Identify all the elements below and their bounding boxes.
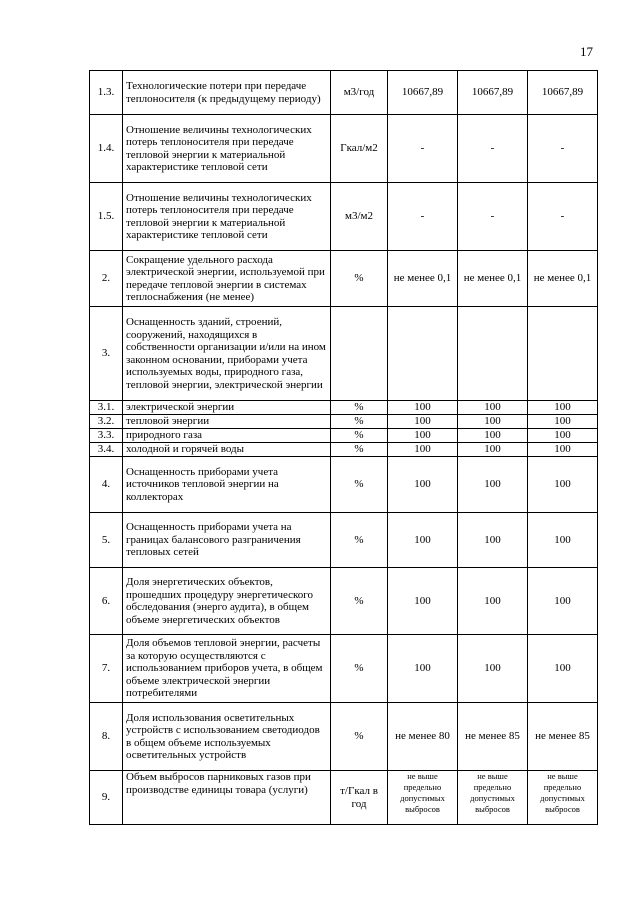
row-number: 9. xyxy=(90,771,123,825)
unit-cell: % xyxy=(331,443,388,457)
table-row xyxy=(90,115,598,183)
value-year-2: - xyxy=(458,115,528,183)
row-number: 1.3. xyxy=(90,71,123,115)
value-year-3: 100 xyxy=(528,635,598,703)
row-number: 3.1. xyxy=(90,401,123,415)
value-year-1: не менее 0,1 xyxy=(388,251,458,307)
row-number: 3.2. xyxy=(90,415,123,429)
table-row xyxy=(90,71,598,115)
indicator-name: Доля энергетических объектов, прошедших процедуру энергетического обследования (энерго аудита), в общем объеме энергетических объектов xyxy=(123,568,331,635)
table-row xyxy=(90,513,598,568)
indicator-name: тепловой энергии xyxy=(123,415,331,429)
table-row xyxy=(90,443,598,457)
table-row xyxy=(90,457,598,513)
value-year-2: 100 xyxy=(458,415,528,429)
row-number: 7. xyxy=(90,635,123,703)
value-year-3: - xyxy=(528,183,598,251)
value-year-3: 100 xyxy=(528,513,598,568)
value-year-3: 100 xyxy=(528,457,598,513)
value-year-2: 10667,89 xyxy=(458,71,528,115)
value-year-1: 100 xyxy=(388,401,458,415)
page-number: 17 xyxy=(580,44,593,59)
unit-cell: м3/м2 xyxy=(331,183,388,251)
row-number: 6. xyxy=(90,568,123,635)
value-year-1: 100 xyxy=(388,415,458,429)
value-year-2: не выше предельно допустимых выбросов xyxy=(458,771,528,825)
value-year-2 xyxy=(458,307,528,401)
value-year-1: не выше предельно допустимых выбросов xyxy=(388,771,458,825)
indicator-name: Отношение величины технологических потерь теплоносителя при передаче тепловой энергии к материальной характеристике тепловой сети xyxy=(123,183,331,251)
table-row xyxy=(90,771,598,825)
unit-cell: % xyxy=(331,457,388,513)
value-year-1: 100 xyxy=(388,635,458,703)
value-year-3: не выше предельно допустимых выбросов xyxy=(528,771,598,825)
indicator-name: Технологические потери при передаче теплоносителя (к предыдущему периоду) xyxy=(123,71,331,115)
unit-cell xyxy=(331,307,388,401)
value-year-2: 100 xyxy=(458,635,528,703)
value-year-2: 100 xyxy=(458,429,528,443)
table-row xyxy=(90,415,598,429)
indicator-name: Доля использования осветительных устройств с использованием светодиодов в общем объеме используемых осветительных устройств xyxy=(123,703,331,771)
indicator-name: электрической энергии xyxy=(123,401,331,415)
value-year-2: 100 xyxy=(458,568,528,635)
indicator-name: Доля объемов тепловой энергии, расчеты за которую осуществляются с использованием приборов учета, в общем объеме электрической энергии потребителями xyxy=(123,635,331,703)
row-number: 1.4. xyxy=(90,115,123,183)
value-year-3: 100 xyxy=(528,568,598,635)
value-year-2: не менее 0,1 xyxy=(458,251,528,307)
table-row xyxy=(90,307,598,401)
value-year-3: не менее 0,1 xyxy=(528,251,598,307)
value-year-2: не менее 85 xyxy=(458,703,528,771)
table-row xyxy=(90,429,598,443)
row-number: 5. xyxy=(90,513,123,568)
row-number: 3.4. xyxy=(90,443,123,457)
value-year-2: - xyxy=(458,183,528,251)
indicator-name: Объем выбросов парниковых газов при производстве единицы товара (услуги) xyxy=(123,771,331,825)
indicator-name: Сокращение удельного расхода электрической энергии, используемой при передаче тепловой энергии в системах теплоснабжения (не менее) xyxy=(123,251,331,307)
indicator-name: холодной и горячей воды xyxy=(123,443,331,457)
value-year-1 xyxy=(388,307,458,401)
value-year-1: 10667,89 xyxy=(388,71,458,115)
value-year-1: 100 xyxy=(388,457,458,513)
row-number: 3. xyxy=(90,307,123,401)
unit-cell: % xyxy=(331,703,388,771)
row-number: 4. xyxy=(90,457,123,513)
value-year-1: - xyxy=(388,115,458,183)
table-row xyxy=(90,703,598,771)
unit-cell: % xyxy=(331,415,388,429)
table-row xyxy=(90,251,598,307)
row-number: 8. xyxy=(90,703,123,771)
value-year-1: 100 xyxy=(388,568,458,635)
unit-cell: % xyxy=(331,513,388,568)
unit-cell: % xyxy=(331,568,388,635)
value-year-1: - xyxy=(388,183,458,251)
indicator-name: Оснащенность приборами учета на границах балансового разграничения тепловых сетей xyxy=(123,513,331,568)
row-number: 2. xyxy=(90,251,123,307)
unit-cell: % xyxy=(331,251,388,307)
table-row xyxy=(90,401,598,415)
table-row xyxy=(90,568,598,635)
value-year-3: 100 xyxy=(528,415,598,429)
unit-cell: т/Гкал в год xyxy=(331,771,388,825)
table-row xyxy=(90,183,598,251)
table-row xyxy=(90,635,598,703)
value-year-2: 100 xyxy=(458,443,528,457)
value-year-3: не менее 85 xyxy=(528,703,598,771)
indicators-table xyxy=(89,70,598,825)
value-year-3: 100 xyxy=(528,443,598,457)
value-year-3: - xyxy=(528,115,598,183)
value-year-2: 100 xyxy=(458,401,528,415)
value-year-2: 100 xyxy=(458,457,528,513)
value-year-3 xyxy=(528,307,598,401)
value-year-1: не менее 80 xyxy=(388,703,458,771)
row-number: 3.3. xyxy=(90,429,123,443)
value-year-1: 100 xyxy=(388,429,458,443)
indicator-name: Оснащенность зданий, строений, сооружений, находящихся в собственности организации и/или на ином законном основании, приборами учета используемых воды, природного газа, тепловой энергии, электрической энергии xyxy=(123,307,331,401)
row-number: 1.5. xyxy=(90,183,123,251)
unit-cell: Гкал/м2 xyxy=(331,115,388,183)
value-year-1: 100 xyxy=(388,513,458,568)
indicator-name: Отношение величины технологических потерь теплоносителя при передаче тепловой энергии к материальной характеристике тепловой сети xyxy=(123,115,331,183)
value-year-3: 10667,89 xyxy=(528,71,598,115)
unit-cell: % xyxy=(331,635,388,703)
unit-cell: % xyxy=(331,429,388,443)
indicator-name: природного газа xyxy=(123,429,331,443)
value-year-1: 100 xyxy=(388,443,458,457)
unit-cell: % xyxy=(331,401,388,415)
unit-cell: м3/год xyxy=(331,71,388,115)
value-year-2: 100 xyxy=(458,513,528,568)
indicator-name: Оснащенность приборами учета источников тепловой энергии на коллекторах xyxy=(123,457,331,513)
value-year-3: 100 xyxy=(528,429,598,443)
value-year-3: 100 xyxy=(528,401,598,415)
